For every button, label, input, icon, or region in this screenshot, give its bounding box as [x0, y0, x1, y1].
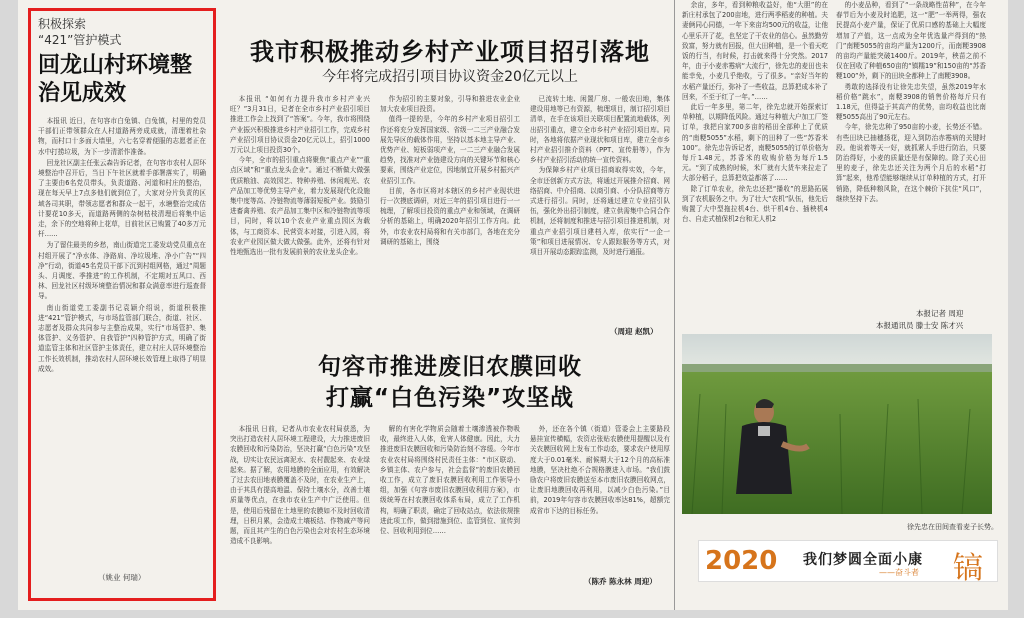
article1-paragraph: 本报讯 “如何有力提升我市乡村产业兴旺？”3月31日，记者在全市乡村产业招引项目推进工作会上找到了“答案”。今年，我市将围绕产业振兴积极推进乡村产业招引工作，完成乡村产业招引项目协议资金20亿元以上，招引1000万元以上项目投资30个。: [230, 95, 370, 155]
feature-paragraph: 勇敢的选择没有让徐先忠失望，虽然2019年水稻价格“跳水”，南粳3908的销售价格每斤只有1.18元，但得益于其高产的优势，亩均收益也比南粳5055高出了90元左右。: [836, 82, 986, 122]
sidebar-byline: （姚业 何瑞）: [98, 573, 146, 582]
article1-paragraph: 目前，各市区将对本辖区的乡村产业现状进行一次摸底调研，对近三年的招引项目进行一一梳理，了解项目投资的重点产业和领域，在调研分析的基础上，明确2020年招引工作方向。此外，市农业农村局将和有关市部门，各地在充分调研的基础上，围绕: [380, 186, 520, 246]
article1-subhead: 今年将完成招引项目协议资金20亿元以上: [322, 69, 578, 85]
article2-paragraph: 本报讯 日前，记者从市农业农村局获悉，为突出打造农村人居环境工程建设，大力推进废旧农膜回收和污染防治，坚决打赢“白色污染”攻坚战，切实让农民远离泥水、农村靓起来、农业绿起来。据了解，农用地膜的全面应用，有效解决了过去农田地表膜覆盖不及时，在农业生产上，由于其具有提高地温、保持土壤水分，改善土壤质量等优点，在我市农业生产中广泛使用。但是，使用后残留在土地里的农膜如不及时回收清理，日积月累，会造成土壤板结、作物减产等问题，而且其产生的白色污染也会对农村生态环境造成不良影响。: [230, 425, 370, 546]
article2-paragraph: 解的有害化学物质会随着土壤渗透被作物吸收，最终进入人体，危害人体健康。因此，大力推进废旧农膜回收和污染防治刻不容缓。今年市农业农村局将围绕村民责任主体：“市区联动、乡镇主体、农户参与，社会监督”的废旧农膜回收工作，成立了废旧农膜回收利用工作领导小组，加强《句容市废旧农膜回收利用方案》，市级统筹在村农膜回收体系布局，成立了工作机构，明确了职责，确定了回收站点，依法依规推进此项工作，做到措施到位、监管到位、宣传到位、回收利用到位……: [380, 425, 520, 536]
sidebar-paragraph: 本报讯 近日，在句容市白兔镇、白兔镇，村里的党员干部们正带领群众在人村道路两旁成成就，清理着杜杂物，而村口十多面大墙里，六七名穿着便服的志愿者正在水中打捞垃圾，为下一步清淤作准备。: [38, 117, 206, 156]
banner-slogan: 我们梦圆全面小康: [803, 552, 923, 568]
article1-paragraph: 已流转土地、闲置厂房、一般农田地，集体建设用地等已有资源，梳理项目，制订招引项目清单，在手在该项目关联项目配置流地载体，列出招引重点，建立全市乡村产业招引项目库。同时，各地将依据产业现状和项目库，建立全市乡村产业招引推介资料（PPT、宣传册等），作为乡村产业招引活动的统一宣传资料。: [530, 95, 670, 165]
feature-byline-reporter: 本报记者 周迎: [916, 309, 964, 318]
article2-headline-line-2: 打赢“白色污染”攻坚战: [325, 385, 575, 411]
sidebar-kicker-1: 积极探索: [38, 17, 87, 31]
highlight-box: [28, 8, 216, 601]
banner-tagline: ——奋斗者: [879, 568, 919, 577]
article2-paragraph: 外，还在各个镇（街道）管委会上主要路段悬挂宣传横幅，农资店张贴农膜使用提醒以及有关农膜回收网上发布工作动态，要求农户使用厚度大于0.01毫米、耐候期大于12个月的高标准地膜，坚决杜绝不合规格膜进入市场。“我们鼓励农户将废旧农膜送至本市废旧农膜回收网点，让废旧地膜回收再利用，以减少白色污染。”目前，2019年句容市农膜回收率达81%，超额完成省市下达的目标任务。: [530, 425, 670, 515]
banner-calligraphy: 镐: [953, 551, 983, 586]
sidebar-paragraph: 回龙社区副主任张云森告诉记者，在句容市农村人居环境整治中召开后，当日下午社区就着手部署落实了，明确了主要由6名党员带头，负责道路、河道和村庄的整治，现在每天早上7点多他们就到位了，大家对分片负责的区域各司其职，带领志愿者和群众一起干，水塘整治完成估计要花10多天，而道路两侧的杂树枯枝清理后将集中运走，余下的空地将种上花草，目前社区已购置了40多万元杆……: [38, 158, 206, 239]
article2-headline: [230, 352, 670, 414]
feature-paragraph: 的小麦品种，看到了“一条战略性苗种”，在今年春节后为小麦及时追肥，这一“肥”一举两得，强农民提高小麦产量，保证了优质口感的基础上大幅度增加了产值，这一点成为全年优选量产得到的“热门”南粳5055的亩均产量为1200斤，而南粳3908的亩均产量能突破1400斤。2019年，秧苗之前不仅在回收了种植650亩的“镇糯19”和150亩的“苏香粳100”外，剩下的田块全都种上了南粳3908。: [836, 1, 986, 81]
feature-paragraph: 余亩，多年，看到种粮收益好，他“大胆”的在新庄村承包了200亩地，进行两季稻麦的种植。夫妻俩同心同德，一年下来亩均500元的收益，让他心里乐开了花，也坚定了干农业的信心。虽然勤劳致富，努力就有回报，但大田种植，是一个看天吃饭的行当，有时候，打击就来得十分突然。2017年，由于小麦赤霉病“大流行”，徐先忠的麦田也未能幸免，小麦几乎绝收，亏了很多。“亲好当年的水稻产量还行，弥补了一些收益，总算把成本补了回来，不至于红了一年。”……: [682, 1, 828, 101]
farmer-wheat-field-photo: [682, 334, 992, 514]
banner-year: 2020: [705, 546, 778, 576]
article2-byline: （陈乔 陈永林 周迎）: [584, 577, 657, 586]
article2-column-2: [380, 424, 520, 588]
article1-paragraph: 作为招引的主要对象，引导和推进农业企业加大农业项目投资。: [380, 95, 520, 114]
article1-column-3: [530, 94, 670, 326]
feature-byline-correspondent: 本报通讯员 滕士安 陈才兴: [876, 321, 964, 330]
article1-column-2: [380, 94, 520, 336]
feature-column-2: [836, 0, 986, 298]
article2-headline-line-1: 句容市推进废旧农膜回收: [318, 354, 582, 380]
newspaper-page: [18, 0, 1008, 610]
feature-paragraph: 此后一年多里，第二年，徐先忠就开始探索订单种植，以期降低风险。通过与种植大户加工厂签订单，我把自家700多亩的稻田全部种上了优质的“南粳5055”水稻，剩下的田种了一些“苏香米100”。徐先忠告诉记者，南粳5055的订单价格为每斤1.48元，苏香米的收购价格为每斤1.5元。“到了成熟的时候，米厂就有大货车来拉走了大部分稻子，总算把效益都落了……: [682, 103, 828, 183]
column-divider: [674, 0, 675, 610]
feature-paragraph: 除了订单农业，徐先忠还把“播收”的思路拓展到了农机服务之中。为了壮大“农机”队伍，他先后购置了大中型拖拉机4台、烘干机4台、插秧机4台、自走式植保机2台和无人机2: [682, 184, 828, 224]
photo-illustration: [682, 334, 992, 514]
article1-headline: 我市积极推动乡村产业项目招引落地: [250, 38, 650, 66]
article1-paragraph: 值得一提的是，今年的乡村产业项目招引工作还将充分发挥国家级、省级一二三产业融合发展先导区的载体作用，坚持以基本地主导产业、优势产业、短板弱项产业，一二三产业融合发展趋势，找准对产业链建设方向的关键环节和核心要素，围绕产业定位，因地制宜开展乡村振兴产业招引工作。: [380, 115, 520, 185]
sidebar-paragraph: 为了留住最美的乡愁，南山街道完工委发动党员重点在村组开展了“净水体、净路肩、净垃圾堆、净小广告”“四净”行动，街道45名党员干部下沉到村组网格，通过“周题头、月调度、季推进”的工作机制，不定期对五风口、西林、回龙社区村级环境整治情况和群众满意率进行巡查督导。: [38, 241, 206, 301]
article1-paragraph: 今年，全市的招引重点将聚焦“重点产业”“重点区域”和“重点龙头企业”。通过不断做大做强优质粮油、高效园艺、特种养殖、休闲观光、农产品加工等优势主导产业，着力发展现代化设施集中度等高、冷链物流等薄弱短板产业。鼓励引进畜禽养殖、农产品加工集中区和冷链物流等项目，同时，将以10个农业产业重点园区为载体，与工商资本、民营资本对接，引进入园，将农业产业园区做大做大做强。此外，还将有针对性地甄选出一批有发展前景的农业龙头企业。: [230, 156, 370, 257]
article2-column-3: [530, 424, 670, 570]
sidebar-kicker-2: “421”管护模式: [38, 33, 122, 47]
article1-paragraph: 为保障乡村产业项目招商取得实效，今年，全市还创新方式方法，将通过开展推介招商、网络招商、中介招商、以商引商、小分队招商等方式进行招引。同时，还将通过建立专业招引队伍，强化外出招引制度，建立供需集中合同合作机制，还将制度和推进与招引项目推进机制，对重点产业招引项目建档入库，依实行“一企一策”和项目进展情况、专人跟踪服务等方式，对项目开展动态跟踪监测，及时进行通报。: [530, 166, 670, 257]
article1-byline: （周迎 赵凯）: [610, 327, 658, 336]
feature-paragraph: 今年，徐先忠种了950亩的小麦，长势还不错。有些田块已抽穗扬花，迎入到防治赤霉病的关键时段。他说着等天一好，就抓紧人手进行防治，只要防治得好，小麦的质量还是有保障的。除了关心田里的麦子，徐先忠还关注为两个月后的水稻“打算”起来，他希望能够继续从订单种植的方式，打开销路，降低种粮风险，在这个棘价下抗住“风口”，继续坚持下去。: [836, 123, 986, 203]
sidebar-paragraph: 南山街道党工委副书记袁颖介绍说，街道积极推进“421”管护模式，与市场监管部门联合，街道、社区、志愿者及群众共同参与主整治成果，实行“市场管护、集体管护、义务管护、自我管护”四种管护方式，明确了街道监管主体和社区管护主体责任，建立村庄人居环境整治工作长效机制，推动农村人居环境长效管理上取得了明显成效。: [38, 303, 206, 373]
photo-caption: 徐先忠在田间查看麦子长势。: [907, 523, 998, 531]
article1-column-1: [230, 94, 370, 336]
feature-column-1: [682, 0, 828, 330]
article2-column-1: [230, 424, 370, 588]
slogan-banner: [698, 540, 998, 586]
sidebar-headline: 回龙山村环境整治见成效: [38, 53, 193, 106]
